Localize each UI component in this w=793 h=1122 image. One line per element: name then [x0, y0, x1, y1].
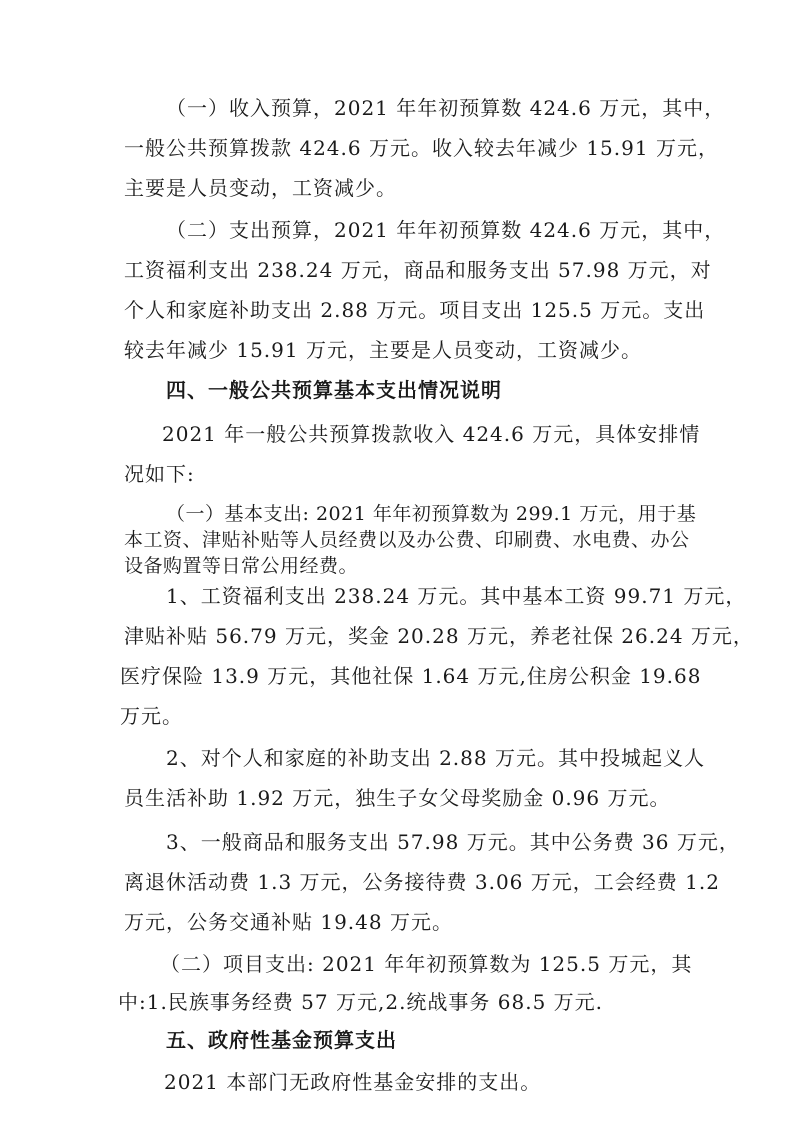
budget-expense-line-3: 个人和家庭补助支出 2.88 万元。项目支出 125.5 万元。支出 — [124, 298, 706, 322]
budget-income-line-1: （一）收入预算，2021 年年初预算数 424.6 万元，其中， — [166, 96, 726, 120]
budget-expense-line-1: （二）支出预算，2021 年年初预算数 424.6 万元，其中， — [166, 218, 726, 242]
family-subsidy-line-1: 2、对个人和家庭的补助支出 2.88 万元。其中投城起义人 — [166, 746, 705, 770]
section-five-heading: 五、政府性基金预算支出 — [166, 1028, 397, 1052]
project-expense-line-1: （二）项目支出: 2021 年年初预算数为 125.5 万元，其 — [160, 952, 693, 976]
budget-income-line-3: 主要是人员变动，工资减少。 — [124, 176, 397, 200]
goods-services-line-2: 离退休活动费 1.3 万元，公务接待费 3.06 万元，工会经费 1.2 — [124, 870, 720, 894]
goods-services-line-1: 3、一般商品和服务支出 57.98 万元。其中公务费 36 万元， — [166, 830, 740, 854]
basic-expense-line-1: （一）基本支出: 2021 年年初预算数为 299.1 万元，用于基 — [166, 503, 697, 525]
basic-expense-line-3: 设备购置等日常公用经费。 — [124, 555, 359, 577]
budget-expense-line-4: 较去年减少 15.91 万元，主要是人员变动，工资减少。 — [124, 338, 642, 362]
wage-welfare-line-4: 万元。 — [120, 704, 183, 728]
wage-welfare-line-3: 医疗保险 13.9 万元，其他社保 1.64 万元,住房公积金 19.68 — [120, 664, 702, 688]
section-four-intro-line-2: 况如下: — [124, 462, 195, 486]
project-expense-line-2: 中:1.民族事务经费 57 万元,2.统战事务 68.5 万元. — [118, 990, 604, 1014]
section-four-heading: 四、一般公共预算基本支出情况说明 — [166, 378, 502, 402]
family-subsidy-line-2: 员生活补助 1.92 万元，独生子女父母奖励金 0.96 万元。 — [124, 786, 671, 810]
section-four-intro-line-1: 2021 年一般公共预算拨款收入 424.6 万元，具体安排情 — [162, 422, 701, 446]
basic-expense-line-2: 本工资、津贴补贴等人员经费以及办公费、印刷费、水电费、办公 — [124, 529, 690, 551]
goods-services-line-3: 万元，公务交通补贴 19.48 万元。 — [124, 910, 453, 934]
wage-welfare-line-2: 津贴补贴 56.79 万元，奖金 20.28 万元，养老社保 26.24 万元， — [124, 624, 754, 648]
wage-welfare-line-1: 1、工资福利支出 238.24 万元。其中基本工资 99.71 万元， — [166, 584, 747, 608]
budget-income-line-2: 一般公共预算拨款 424.6 万元。收入较去年减少 15.91 万元， — [124, 136, 719, 160]
section-five-body: 2021 本部门无政府性基金安排的支出。 — [164, 1070, 542, 1094]
budget-expense-line-2: 工资福利支出 238.24 万元，商品和服务支出 57.98 万元，对 — [124, 258, 712, 282]
